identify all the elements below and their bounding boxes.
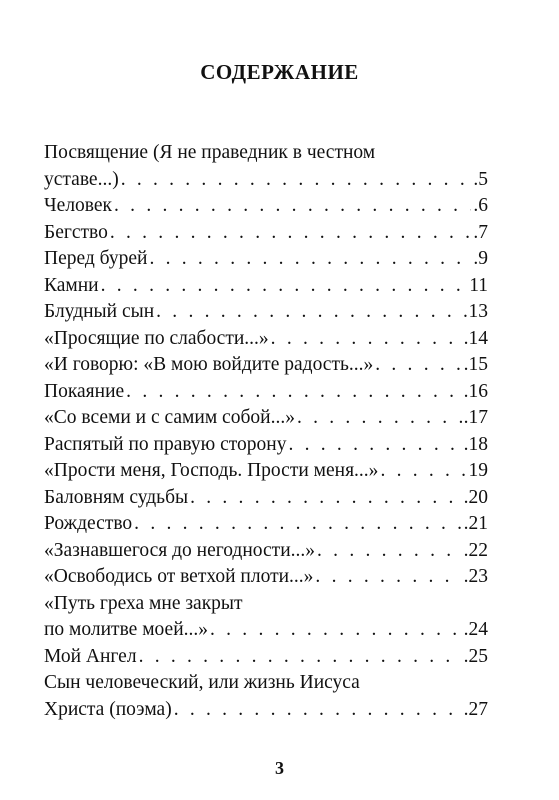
page-number: 3 bbox=[275, 758, 284, 778]
toc-entry bbox=[44, 405, 488, 432]
toc-page-number: .17 bbox=[463, 407, 488, 428]
toc-page-number: .9 bbox=[473, 248, 488, 269]
toc-entry-text: «Зазнавшегося до негодности...» bbox=[44, 539, 316, 561]
toc-entry-text: Сын человеческий, или жизнь Иисуса bbox=[44, 672, 360, 693]
toc-entry bbox=[44, 511, 488, 538]
toc-entry-text: «И говорю: «В мою войдите радость...» bbox=[44, 354, 374, 375]
toc-page-number: .22 bbox=[463, 539, 488, 561]
toc-entry-text: Бегство bbox=[44, 221, 108, 243]
page-title: СОДЕРЖАНИЕ bbox=[200, 60, 359, 84]
toc-entry bbox=[44, 246, 488, 273]
toc-page-number: 11 bbox=[469, 274, 488, 296]
toc-entry-text: «Прости меня, Господь. Прости меня...» bbox=[44, 460, 379, 481]
toc-page-number: .15 bbox=[463, 354, 488, 375]
toc-entry-text: Мой Ангел bbox=[44, 645, 137, 667]
dot-leader bbox=[101, 273, 468, 300]
table-of-contents bbox=[44, 140, 488, 723]
toc-entry bbox=[44, 617, 488, 644]
dot-leader bbox=[288, 432, 461, 459]
toc-entry bbox=[44, 193, 488, 220]
toc-entry bbox=[44, 352, 488, 379]
dot-leader bbox=[315, 564, 461, 591]
toc-entry bbox=[44, 538, 488, 565]
toc-entry bbox=[44, 167, 488, 194]
toc-entry bbox=[44, 564, 488, 591]
toc-entry bbox=[44, 326, 488, 353]
toc-page-number: .18 bbox=[463, 433, 488, 455]
toc-entry bbox=[44, 299, 488, 326]
toc-entry bbox=[44, 458, 488, 485]
toc-entry bbox=[44, 644, 488, 671]
dot-leader bbox=[174, 697, 462, 724]
toc-entry-text: «Просящие по слабости...» bbox=[44, 327, 269, 349]
dot-leader bbox=[375, 352, 461, 379]
toc-entry bbox=[44, 432, 488, 459]
dot-leader bbox=[149, 246, 471, 273]
toc-entry-text: Посвящение (Я не праведник в честном bbox=[44, 142, 376, 163]
toc-entry-text: по молитве моей...» bbox=[44, 619, 208, 640]
toc-page-number: .14 bbox=[463, 327, 488, 349]
toc-page-number: .25 bbox=[463, 645, 488, 667]
dot-leader bbox=[156, 299, 466, 326]
dot-leader bbox=[210, 617, 462, 644]
toc-entry-text: Человек bbox=[44, 195, 113, 216]
toc-entry-text: Перед бурей bbox=[44, 248, 148, 269]
dot-leader bbox=[134, 511, 461, 538]
dot-leader bbox=[139, 644, 462, 671]
toc-page-number: .6 bbox=[473, 195, 488, 216]
toc-entry-text: Баловням судьбы bbox=[44, 486, 189, 508]
toc-page-number: .23 bbox=[463, 566, 488, 587]
toc-entry bbox=[44, 379, 488, 406]
toc-page-number: .7 bbox=[473, 221, 488, 243]
toc-page-number: 13 bbox=[468, 301, 488, 322]
toc-entry bbox=[44, 273, 488, 300]
dot-leader bbox=[190, 485, 462, 512]
toc-entry-text: Камни bbox=[44, 274, 99, 296]
toc-entry-text: Покаяние bbox=[44, 380, 125, 402]
toc-entry-text: уставе...) bbox=[44, 168, 119, 190]
toc-entry-text: «Освободись от ветхой плоти...» bbox=[44, 566, 314, 587]
dot-leader bbox=[317, 538, 462, 565]
toc-page-number: .24 bbox=[463, 619, 488, 640]
toc-entry-text: «Путь греха мне закрыт bbox=[44, 592, 243, 614]
toc-entry-text: Христа (поэма) bbox=[44, 698, 172, 720]
dot-leader bbox=[126, 379, 461, 406]
toc-entry-text: «Со всеми и с самим собой...» bbox=[44, 407, 295, 428]
toc-page-number: .16 bbox=[463, 380, 488, 402]
toc-page-number: .20 bbox=[463, 486, 488, 508]
dot-leader bbox=[121, 167, 472, 194]
dot-leader bbox=[110, 220, 472, 247]
toc-page-number: .21 bbox=[463, 513, 488, 534]
dot-leader bbox=[271, 326, 462, 353]
toc-entry-text: Блудный сын bbox=[44, 301, 155, 322]
toc-entry bbox=[44, 485, 488, 512]
dot-leader bbox=[380, 458, 466, 485]
toc-page-number: .27 bbox=[463, 698, 488, 720]
dot-leader bbox=[297, 405, 462, 432]
toc-entry-text: Распятый по правую сторону bbox=[44, 433, 287, 455]
toc-page-number: 19 bbox=[468, 460, 488, 481]
toc-entry-text: Рождество bbox=[44, 513, 133, 534]
toc-page-number: .5 bbox=[473, 168, 488, 190]
toc-entry bbox=[44, 220, 488, 247]
toc-entry bbox=[44, 697, 488, 724]
dot-leader bbox=[114, 193, 471, 220]
